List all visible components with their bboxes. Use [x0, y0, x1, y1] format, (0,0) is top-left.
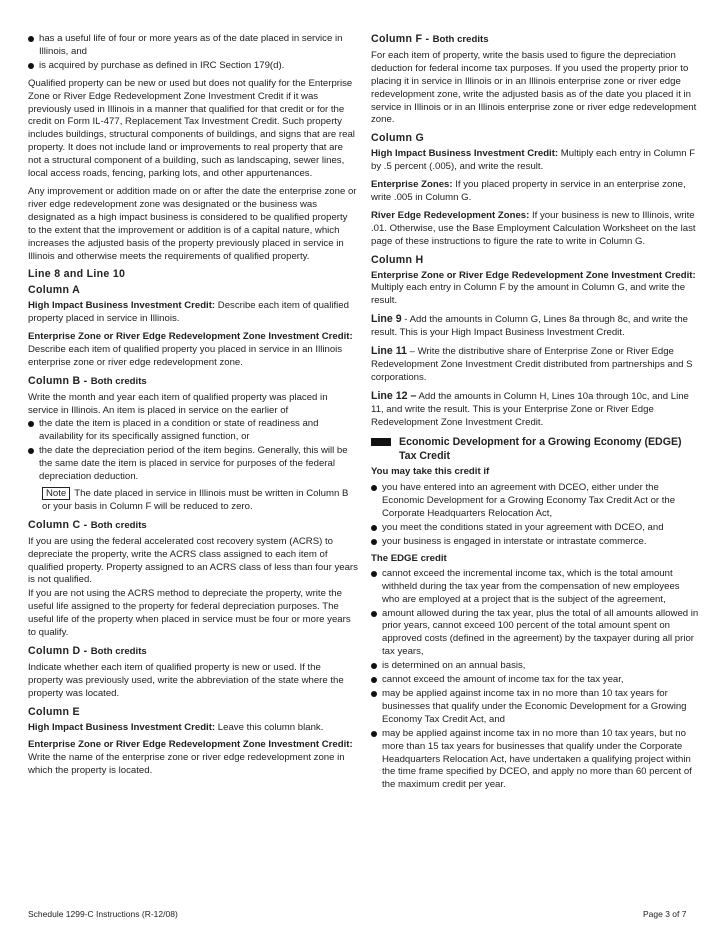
line9-label: Line 9 [371, 313, 402, 326]
list-item: amount allowed during the tax year, plus the total of all amounts allowed in prior years, cannot exceed 100 percent of the total amount spent on approved costs (defined in the agreement) by the taxpayer during all prior tax years, [371, 608, 699, 660]
re-text: If your business is new to Illinois, write .01. Otherwise, use the Base Employment Calculation Worksheet on the last page of these instructions to figure the rate to write in Column G. [371, 209, 696, 247]
note-text: The date placed in service in Illinois must be written in Column B or your basis in Column F will be reduced to zero. [42, 488, 349, 512]
hib-text: Describe each item of qualified property placed in service in Illinois. [28, 300, 349, 325]
column-f-heading [371, 33, 699, 47]
list-item: you meet the conditions stated in your agreement with DCEO, and [371, 522, 699, 535]
column-c-heading [28, 519, 358, 533]
column-a-hib-paragraph [28, 300, 358, 326]
column-c-paragraph: If you are using the federal accelerated cost recovery system (ACRS) to depreciate the property, write the ACRS class assigned to each item of qualified property. Property assigned to an ACRS class of less than four years is not qualified. [28, 535, 358, 586]
ez-text: Write the name of the enterprise zone or river edge redevelopment zone in which the property is located. [28, 752, 345, 777]
list-item: the date the item is placed in a condition or state of readiness and availability for its specifically assigned function, or [28, 418, 358, 444]
column-b-title: Column B - [28, 374, 91, 387]
column-b-heading [28, 375, 358, 389]
hib-label: High Impact Business Investment Credit: [28, 721, 216, 733]
footer-form-id: Schedule 1299-C Instructions (R-12/08) [28, 909, 178, 919]
column-d-subtitle: Both credits [90, 645, 147, 657]
list-item: you have entered into an agreement with DCEO, either under the Economic Development for a Growing Economy Tax Credit Act or the Corporate Headquarters Relocation Act, [371, 482, 699, 521]
list-item: your business is engaged in interstate or intrastate commerce. [371, 536, 699, 549]
column-f-paragraph: For each item of property, write the basis used to figure the depreciation deduction for federal income tax purposes. If you used the property prior to placing it in service in Illinois or in an Illinois enterprise zone or river edge redevelopment zone, write the adjusted basis as of the date you placed it in service in Illinois or in an Illinois enterprise zone or river edge redevelopment zone. [371, 49, 697, 126]
edge-section-heading [371, 435, 699, 463]
note-label: Note [42, 487, 70, 500]
column-c-subtitle: Both credits [90, 519, 147, 531]
list-item: is acquired by purchase as defined in IRC Section 179(d). [28, 60, 358, 73]
re-label: River Edge Redevelopment Zones: [371, 209, 530, 221]
left-column [28, 33, 358, 783]
list-item: cannot exceed the incremental income tax, which is the total amount withheld during the tax year from the compensation of new employees who are employed at a project that is the subject of the agreement, [371, 568, 699, 607]
ez-label: Enterprise Zone or River Edge Redevelopment Zone Investment Credit: [28, 739, 353, 751]
column-g-hib-paragraph [371, 148, 699, 174]
list-item: the date the depreciation period of the item begins. Generally, this will be the same date the item is placed in service for purposes of the federal depreciation deduction. [28, 445, 358, 484]
line9-text: - Add the amounts in Column G, Lines 8a through 8c, and write the result. This is your High Impact Business Investment Credit. [371, 314, 689, 339]
hib-text: Multiply each entry in Column F by .5 percent (.005), and write the result. [371, 148, 696, 173]
list-item: cannot exceed the amount of income tax for the tax year, [371, 674, 699, 687]
column-d-title: Column D - [28, 644, 91, 657]
qualified-property-paragraph: Qualified property can be new or used but does not qualify for the Enterprise Zone or River Edge Redevelopment Zone Investment Credit if it was previously used in Illinois in a manner that qualified for that credit or for the credit on Form IL-477, Replacement Tax Investment Credit. Such property includes buildings, structural components of buildings, and signs that are real property. It does not include land or improvements to real property that are not a structural component of a building, such as landscaping, sewer lines, local access roads, fencing, parking lots, and other appurtenances. [28, 77, 355, 180]
column-g-ez-paragraph [371, 179, 699, 205]
right-column [371, 33, 699, 793]
column-g-re-paragraph [371, 210, 699, 249]
hib-text: Leave this column blank. [215, 721, 324, 733]
ez-text: Multiply each entry in Column F by the amount in Column G, and write the result. [371, 282, 686, 307]
hib-label: High Impact Business Investment Credit: [28, 300, 216, 312]
ez-label: Enterprise Zone or River Edge Redevelopment Zone Investment Credit: [28, 331, 353, 343]
column-a-heading: Column A [28, 284, 81, 297]
line12-paragraph [371, 390, 699, 430]
column-h-paragraph [371, 270, 699, 309]
line11-label: Line 11 [371, 345, 407, 358]
edge-credit-heading: The EDGE credit [371, 552, 447, 564]
column-c-paragraph-2: If you are not using the ACRS method to depreciate the property, write the useful life assigned to the property for federal depreciation purposes. The useful life of the property when placed in service must be four or more years to qualify. [28, 588, 351, 639]
line12-text: Add the amounts in Column H, Lines 10a through 10c, and Line 11, and write the result. This is your Enterprise Zone or River Edge Redevelopment Zone Investment Credit. [371, 390, 689, 428]
column-d-paragraph: Indicate whether each item of qualified property is new or used. If the property was previously used, write the abbreviation of the state where the property was located. [28, 661, 344, 699]
line8-heading: Line 8 and Line 10 [28, 268, 126, 281]
line11-paragraph [371, 345, 699, 385]
edge-heading-text: Economic Development for a Growing Economy (EDGE) Tax Credit [399, 436, 682, 463]
list-item: is determined on an annual basis, [371, 660, 699, 673]
column-c-title: Column C - [28, 518, 91, 531]
column-f-subtitle: Both credits [432, 34, 489, 45]
column-e-heading: Column E [28, 705, 80, 718]
ez-label: Enterprise Zone or River Edge Redevelopment Zone Investment Credit: [371, 269, 696, 281]
ez-text: If you placed property in service in an enterprise zone, write .005 in Column G. [371, 179, 686, 203]
list-item: may be applied against income tax in no more than 10 tax years, but no more than 15 tax years for businesses that qualify under the Corporate Headquarters Relocation Act, have undertaken a qualifying project within the time frame specified by DCEO, and apply no more than 60 percent of the maximum credit per year. [371, 728, 699, 793]
improvement-paragraph: Any improvement or addition made on or after the date the enterprise zone or river edge redevelopment zone was designated or the business was designated as a high impact business is considered to be qualified property to the extent that the improvement or addition is of a capital nature, which increases the adjusted basis of the property previously placed in service in Illinois and otherwise meets the requirements of qualified property. [28, 185, 357, 262]
column-g-heading: Column G [371, 132, 425, 145]
hib-label: High Impact Business Investment Credit: [371, 148, 559, 160]
column-e-ez-paragraph [28, 739, 358, 778]
ez-label: Enterprise Zones: [371, 179, 453, 191]
ez-text: Describe each item of qualified property you placed in service in an Illinois enterprise zone or river edge redevelopment zone. [28, 343, 343, 368]
column-a-ez-paragraph [28, 331, 358, 370]
column-h-heading: Column H [371, 253, 424, 266]
list-item: has a useful life of four or more years as of the date placed in service in Illinois, and [28, 33, 358, 59]
may-take-heading: You may take this credit if [371, 466, 490, 478]
line12-label: Line 12 – [371, 389, 417, 402]
column-d-heading [28, 645, 358, 659]
note-paragraph [28, 487, 358, 514]
column-b-paragraph: Write the month and year each item of qualified property was placed in service in Illinois. An item is placed in service on the earlier of [28, 391, 328, 416]
line9-paragraph [371, 313, 699, 340]
section-marker [371, 438, 391, 446]
line11-text: – Write the distributive share of Enterprise Zone or River Edge Redevelopment Zone Investment Credit distributed from partnerships and S corporations. [371, 346, 693, 383]
column-f-title: Column F - [371, 33, 433, 45]
column-b-subtitle: Both credits [90, 375, 147, 387]
column-e-hib-paragraph [28, 722, 358, 735]
footer-page-number: Page 3 of 7 [643, 909, 687, 919]
list-item: may be applied against income tax in no more than 10 tax years for businesses that qualify under the Economic Development for a Growing Economy Tax Credit Act, and [371, 688, 699, 727]
